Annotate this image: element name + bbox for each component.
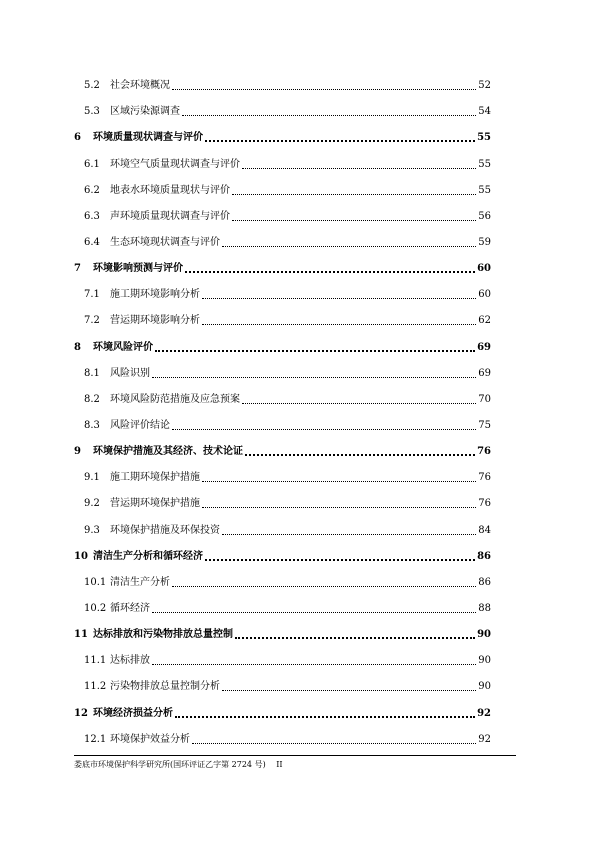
toc-entry-number: 6.2 bbox=[84, 184, 100, 196]
toc-dot-leader bbox=[155, 350, 475, 352]
toc-entry-page: 90 bbox=[478, 655, 491, 667]
toc-entry-page: 59 bbox=[478, 236, 491, 248]
toc-dot-leader bbox=[152, 377, 476, 378]
toc-entry-title: 社会环境概况 bbox=[110, 80, 170, 92]
toc-chapter-entry[interactable] bbox=[74, 434, 491, 460]
toc-entry-number: 8.2 bbox=[84, 393, 100, 405]
toc-entry-page: 52 bbox=[478, 80, 491, 92]
toc-entry-title: 施工期环境影响分析 bbox=[110, 289, 200, 301]
toc-entry-title: 环境保护效益分析 bbox=[110, 733, 190, 745]
toc-entry-number: 9.1 bbox=[84, 472, 100, 484]
toc-entry-title: 区域污染源调查 bbox=[110, 106, 180, 118]
toc-dot-leader bbox=[172, 429, 476, 430]
toc-entry-number: 7.1 bbox=[84, 289, 100, 301]
toc-entry-page: 75 bbox=[478, 419, 491, 431]
toc-dot-leader bbox=[245, 454, 475, 456]
toc-dot-leader bbox=[242, 403, 476, 404]
page-footer bbox=[74, 760, 283, 770]
toc-entry-page: 76 bbox=[478, 472, 491, 484]
footer-organization: 娄底市环境保护科学研究所(国环评证乙字第 2724 号) bbox=[74, 760, 266, 769]
footer-page-number: II bbox=[276, 760, 283, 769]
toc-dot-leader bbox=[222, 534, 476, 535]
toc-dot-leader bbox=[232, 194, 476, 195]
toc-section-entry[interactable] bbox=[74, 408, 491, 434]
toc-entry-page: 55 bbox=[478, 184, 491, 196]
toc-section-entry[interactable] bbox=[74, 277, 491, 303]
toc-entry-number: 10.1 bbox=[84, 576, 107, 588]
toc-entry-title: 声环境质量现状调查与评价 bbox=[110, 210, 230, 222]
table-of-contents bbox=[74, 68, 491, 748]
toc-dot-leader bbox=[202, 324, 476, 325]
toc-entry-page: 88 bbox=[478, 602, 491, 614]
toc-entry-number: 7.2 bbox=[84, 315, 100, 327]
toc-section-entry[interactable] bbox=[74, 68, 491, 94]
toc-dot-leader bbox=[152, 664, 476, 665]
toc-section-entry[interactable] bbox=[74, 591, 491, 617]
toc-entry-number: 5.2 bbox=[84, 80, 100, 92]
toc-entry-title: 达标排放 bbox=[110, 655, 150, 667]
toc-entry-title: 循环经济 bbox=[110, 602, 150, 614]
toc-section-entry[interactable] bbox=[74, 199, 491, 225]
toc-entry-page: 92 bbox=[477, 707, 491, 719]
toc-entry-page: 76 bbox=[477, 446, 491, 458]
toc-dot-leader bbox=[222, 690, 476, 691]
toc-chapter-entry[interactable] bbox=[74, 120, 491, 146]
toc-section-entry[interactable] bbox=[74, 565, 491, 591]
toc-entry-page: 90 bbox=[477, 629, 491, 641]
toc-dot-leader bbox=[242, 168, 476, 169]
toc-entry-title: 清洁生产分析和循环经济 bbox=[93, 550, 203, 562]
toc-section-entry[interactable] bbox=[74, 669, 491, 695]
toc-dot-leader bbox=[202, 481, 476, 482]
toc-entry-page: 60 bbox=[478, 289, 491, 301]
toc-entry-page: 70 bbox=[478, 393, 491, 405]
toc-entry-page: 69 bbox=[477, 341, 491, 353]
toc-entry-page: 56 bbox=[478, 210, 491, 222]
toc-dot-leader bbox=[202, 507, 476, 508]
toc-section-entry[interactable] bbox=[74, 303, 491, 329]
toc-entry-page: 86 bbox=[477, 550, 491, 562]
toc-entry-title: 环境经济损益分析 bbox=[93, 707, 173, 719]
toc-entry-number: 8.1 bbox=[84, 367, 100, 379]
toc-entry-number: 9.2 bbox=[84, 498, 100, 510]
toc-chapter-entry[interactable] bbox=[74, 329, 491, 355]
toc-section-entry[interactable] bbox=[74, 722, 491, 748]
toc-dot-leader bbox=[182, 115, 476, 116]
toc-entry-number: 6.1 bbox=[84, 158, 100, 170]
toc-entry-number: 6 bbox=[74, 132, 81, 144]
toc-dot-leader bbox=[192, 743, 476, 744]
toc-entry-title: 达标排放和污染物排放总量控制 bbox=[93, 629, 233, 641]
toc-dot-leader bbox=[205, 559, 475, 561]
toc-entry-title: 环境质量现状调查与评价 bbox=[93, 132, 203, 144]
toc-chapter-entry[interactable] bbox=[74, 617, 491, 643]
toc-entry-number: 12.1 bbox=[84, 733, 107, 745]
toc-entry-title: 施工期环境保护措施 bbox=[110, 472, 200, 484]
toc-entry-page: 86 bbox=[478, 576, 491, 588]
toc-entry-number: 8 bbox=[74, 341, 81, 353]
toc-entry-page: 54 bbox=[478, 106, 491, 118]
toc-entry-page: 69 bbox=[478, 367, 491, 379]
toc-entry-number: 7 bbox=[74, 263, 81, 275]
toc-section-entry[interactable] bbox=[74, 643, 491, 669]
toc-section-entry[interactable] bbox=[74, 225, 491, 251]
toc-chapter-entry[interactable] bbox=[74, 539, 491, 565]
toc-entry-title: 风险评价结论 bbox=[110, 419, 170, 431]
toc-entry-title: 环境影响预测与评价 bbox=[93, 263, 183, 275]
toc-entry-page: 55 bbox=[477, 132, 491, 144]
toc-entry-page: 60 bbox=[477, 263, 491, 275]
toc-entry-page: 76 bbox=[478, 498, 491, 510]
toc-section-entry[interactable] bbox=[74, 94, 491, 120]
toc-entry-number: 6.4 bbox=[84, 236, 100, 248]
toc-entry-title: 污染物排放总量控制分析 bbox=[110, 681, 220, 693]
toc-dot-leader bbox=[152, 612, 476, 613]
toc-dot-leader bbox=[202, 298, 476, 299]
toc-entry-title: 清洁生产分析 bbox=[110, 576, 170, 588]
footer-divider bbox=[74, 755, 516, 756]
toc-chapter-entry[interactable] bbox=[74, 251, 491, 277]
toc-entry-number: 9.3 bbox=[84, 524, 100, 536]
toc-entry-title: 环境风险评价 bbox=[93, 341, 153, 353]
toc-entry-number: 11 bbox=[74, 629, 88, 641]
toc-entry-page: 55 bbox=[478, 158, 491, 170]
toc-dot-leader bbox=[172, 586, 476, 587]
toc-section-entry[interactable] bbox=[74, 382, 491, 408]
toc-entry-title: 环境风险防范措施及应急预案 bbox=[110, 393, 240, 405]
toc-entry-page: 92 bbox=[478, 733, 491, 745]
toc-entry-title: 环境保护措施及环保投资 bbox=[110, 524, 220, 536]
toc-entry-number: 8.3 bbox=[84, 419, 100, 431]
toc-chapter-entry[interactable] bbox=[74, 695, 491, 721]
toc-dot-leader bbox=[172, 89, 476, 90]
toc-dot-leader bbox=[205, 140, 475, 142]
toc-section-entry[interactable] bbox=[74, 460, 491, 486]
toc-dot-leader bbox=[232, 220, 476, 221]
toc-entry-number: 6.3 bbox=[84, 210, 100, 222]
toc-entry-title: 生态环境现状调查与评价 bbox=[110, 236, 220, 248]
toc-entry-title: 营运期环境保护措施 bbox=[110, 498, 200, 510]
toc-section-entry[interactable] bbox=[74, 146, 491, 172]
toc-section-entry[interactable] bbox=[74, 486, 491, 512]
toc-entry-number: 9 bbox=[74, 446, 81, 458]
toc-entry-number: 10 bbox=[74, 550, 88, 562]
toc-dot-leader bbox=[235, 637, 475, 639]
toc-dot-leader bbox=[175, 716, 475, 718]
toc-entry-page: 90 bbox=[478, 681, 491, 693]
toc-dot-leader bbox=[222, 246, 476, 247]
toc-section-entry[interactable] bbox=[74, 512, 491, 538]
toc-entry-page: 62 bbox=[478, 315, 491, 327]
toc-entry-number: 12 bbox=[74, 707, 88, 719]
toc-section-entry[interactable] bbox=[74, 356, 491, 382]
toc-entry-number: 10.2 bbox=[84, 602, 107, 614]
toc-section-entry[interactable] bbox=[74, 173, 491, 199]
toc-entry-page: 84 bbox=[478, 524, 491, 536]
toc-entry-title: 地表水环境质量现状与评价 bbox=[110, 184, 230, 196]
toc-entry-number: 5.3 bbox=[84, 106, 100, 118]
toc-entry-title: 营运期环境影响分析 bbox=[110, 315, 200, 327]
toc-entry-number: 11.2 bbox=[84, 681, 107, 693]
toc-dot-leader bbox=[185, 271, 475, 273]
toc-entry-title: 风险识别 bbox=[110, 367, 150, 379]
toc-entry-number: 11.1 bbox=[84, 655, 107, 667]
toc-entry-title: 环境保护措施及其经济、技术论证 bbox=[93, 446, 243, 458]
toc-entry-title: 环境空气质量现状调查与评价 bbox=[110, 158, 240, 170]
